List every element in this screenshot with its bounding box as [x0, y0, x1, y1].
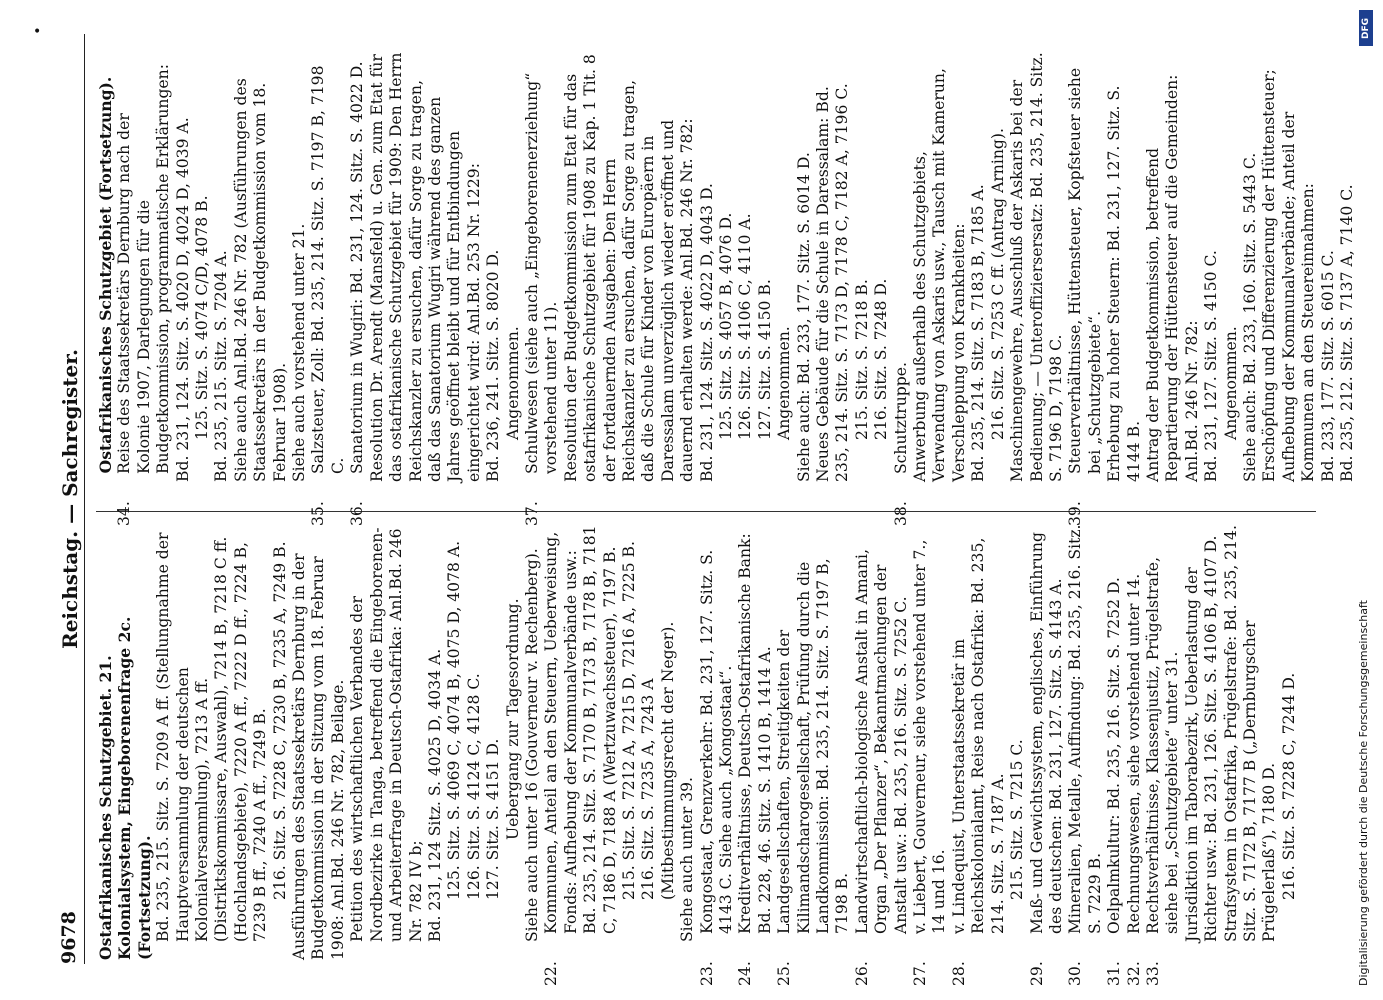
entry-text: Resolution der Budgetkommission zum Etat für das ostafrikanische Schutzgebiet für 1908 zu Kap. 1 Tit. 8 der fortdauernden Ausgaben: Den Herrn Reichskanzler zu ersuchen, dafür Sorge zu tragen, daß die Schule für Kinder von Europäern in Daressalam unverzüglich wieder eröffnet und dauernd erhalten werde: Anl.Bd. 246 Nr. 782: [561, 54, 697, 482]
entry-text: Bd. 235, 212. Sitz. S. 7137 A, 7140 C. [1338, 184, 1356, 482]
entry-number: 37. [522, 501, 541, 526]
entry-text: Ostafrikanisches Schutzgebiet (Fortsetzung). [96, 76, 115, 474]
entry-text: 127. Sitz. S. 4150 B. [755, 279, 774, 440]
index-entry [620, 520, 639, 960]
index-entry [853, 50, 872, 500]
entry-text: Bd. 231, 127. Sitz. S. 4150 C. [1202, 250, 1221, 482]
entry-text: Anwerbung außerhalb des Schutzgebiets, Verwendung von Askaris usw., Tausch mit Kamerun, Verschleppung von Krankheiten: [911, 68, 968, 482]
entry-text: 215. Sitz. S. 7212 A, 7215 D, 7216 A, 7225 B. [619, 541, 638, 900]
entry-number: 24. [736, 961, 755, 986]
entry-number: 31. [1105, 961, 1124, 986]
entry-number: 39. [1066, 501, 1085, 526]
index-entry [872, 50, 891, 500]
index-entry [96, 520, 154, 960]
entry-number: 32. [1124, 961, 1143, 986]
entry-text: Bd. 231, 124 Sitz. S. 4025 D, 4034 A. [425, 648, 444, 942]
entry-text: Angenommen. [1221, 326, 1240, 440]
entry-text: 127. Sitz. S. 4151 D. [484, 738, 503, 900]
index-entry [523, 520, 542, 960]
entry-text: Siehe auch unter 16 (Gouverneur v. Rechenberg). [522, 548, 541, 942]
entry-text: Petition des wirtschaftlichen Verbandes der Nordbezirke in Tanga, betreffend die Eingeborenen- und Arbeiterfrage in Deutsch-Ostafrika: Anl.Bd. 246 Nr. 782 IV b; [348, 527, 425, 942]
index-entry [504, 50, 523, 500]
entry-text: Bd. 235, 215. Sitz. S. 7209 A ff. (Stellungnahme der Hauptversammlung der deutschen Kolonialversammlung), 7213 A ff. (Distriktskommissare, Auswahl), 7214 B, 7218 C ff. (Hochlandsgebiete), 7220 A ff., 7222 D ff., 7224 B, 7239 B ff., 7240 A ff., 7249 B. [154, 532, 270, 942]
index-entry [775, 50, 794, 500]
entry-number: 23. [697, 961, 716, 986]
entry-text: Angenommen. [775, 326, 794, 440]
entry-number: 28. [949, 961, 968, 986]
entry-text: Bd. 233, 177. Sitz. S. 6015 C. [1318, 250, 1337, 482]
entry-text: Mineralien, Metalle, Auffindung: Bd. 235, 216. Sitz. S. 7229 B. [1066, 524, 1104, 934]
index-entry [212, 50, 231, 500]
index-entry [989, 50, 1008, 500]
entry-text: Bd. 235, 215. Sitz. S. 7204 A. [212, 250, 231, 482]
entry-text: 126. Sitz. S. 4124 C, 4128 C. [464, 673, 483, 900]
index-entry [465, 520, 484, 960]
index-entry [368, 50, 484, 500]
index-entry [504, 520, 523, 960]
entry-text: 216. Sitz. S. 7235 A, 7243 A (Mitbestimmungsrecht der Neger). [639, 621, 677, 900]
entry-text: Bd. 231, 124. Sitz. S. 4020 D, 4024 D, 4039 A. [173, 117, 192, 482]
entry-text: 216. Sitz. S. 7248 D. [872, 278, 891, 440]
running-title: Reichstag. — Sachregister. [58, 349, 82, 649]
entry-text: v. Lindequist, Unterstaatssekretär im Reichskolonialamt, Reise nach Ostafrika: Bd. 235, 214. Sitz. S. 7187 A. [949, 537, 1007, 934]
index-entry [1066, 50, 1105, 526]
index-entry [193, 50, 212, 500]
entry-number: 35. [309, 501, 328, 526]
index-entry [756, 50, 775, 500]
entry-text: 216. Sitz. S. 7253 C ff. (Antrag Arning). [988, 128, 1007, 440]
entry-text: Antrag der Budgetkommission, betreffend Repartierung der Hüttensteuer auf die Gemeinden: Anl.Bd. 246 Nr. 782: [1143, 74, 1201, 482]
entry-text: Uebergang zur Tagesordnung. [503, 598, 522, 840]
index-entry [1183, 520, 1222, 960]
index-entry [1124, 520, 1144, 986]
entry-text: 125. Sitz. S. 4069 C, 4074 B, 4075 D, 4078 A. [445, 540, 464, 900]
entry-number: 38. [891, 501, 910, 526]
entry-text: Steuerverhältnisse, Hüttensteuer, Kopfsteuer siehe bei „Schutzgebiete“. [1066, 67, 1104, 474]
index-entry [795, 50, 814, 500]
index-entry [309, 50, 348, 526]
index-entry [717, 50, 736, 500]
page-number: 9678 [58, 911, 80, 964]
index-entry [775, 520, 853, 986]
index-entry [1222, 520, 1280, 960]
entry-text: Erhebung zu hoher Steuern: Bd. 231, 127. Sitz. S. 4144 B. [1105, 85, 1143, 482]
entry-text: Landgesellschaften, Streitigkeiten der Kilimandscharogesellschaft, Prüfung durch die Landkommission: Bd. 235, 214. Sitz. S. 7197 B, 7198 B. [775, 558, 852, 934]
index-entry [542, 520, 620, 986]
entry-text: Schutztruppe. [891, 362, 910, 474]
entry-text: 125. Sitz. S. 4057 B, 4076 D. [717, 212, 735, 440]
entry-text: 215. Sitz. S. 7218 B. [852, 279, 871, 440]
right-column [96, 50, 1357, 526]
entry-text: Siehe auch: Bd. 233, 177. Sitz. S. 6014 D. [794, 152, 813, 482]
index-entry [814, 50, 853, 500]
index-entry [736, 520, 775, 986]
margin-dot: • [33, 24, 42, 40]
entry-text: Kommunen, Anteil an den Steuern, Ueberweisung, Fonds: Aufhebung der Kommunalverbände usw.: Bd. 235, 214. Sitz. S. 7170 B, 7173 B, 7178 B, 7181 C, 7186 D, 7188 A (Wertzuwachssteuer), 7197 B. [542, 525, 619, 934]
dfg-credit [1357, 6, 1379, 996]
index-entry [484, 520, 503, 960]
index-entry [1202, 50, 1221, 500]
entry-text: Sanatorium in Wugiri: Bd. 231, 124. Sitz. S. 4022 D. [348, 61, 367, 474]
index-entry [96, 50, 115, 500]
index-entry [290, 50, 309, 500]
index-entry [290, 520, 348, 960]
index-entry [174, 50, 193, 500]
entry-text: Angenommen. [503, 326, 522, 440]
index-entry [1105, 520, 1124, 986]
index-entry [1144, 50, 1202, 500]
index-entry [1066, 520, 1105, 986]
entry-text: Siehe auch Anl.Bd. 246 Nr. 782 (Ausführungen des Staatssekretärs in der Budgetkommission vom 18. Februar 1908). [231, 78, 289, 482]
index-entry [736, 50, 755, 500]
entry-text: Ausführungen des Staatssekretärs Dernburg in der Budgetkommission in der Sitzung vom 18. Februar 1908: Anl.Bd. 246 Nr. 782, Beilage. [290, 553, 347, 960]
entry-text: 216. Sitz. S. 7228 C, 7244 D. [1279, 672, 1298, 900]
entry-text: 216. Sitz. S. 7228 C, 7230 B, 7235 A, 7249 B. [270, 541, 289, 900]
entry-number: 22. [542, 961, 561, 986]
index-entry [1105, 50, 1144, 500]
index-entry [484, 50, 503, 500]
entry-text: Rechtsverhältnisse, Klassenjustiz, Prügelstrafe, siehe bei „Schutzgebiete“ unter 31. [1143, 557, 1182, 934]
entry-text: Siehe auch vorstehend unter 21. [290, 223, 309, 482]
index-entry [348, 520, 426, 960]
entry-number: 25. [775, 961, 794, 986]
index-entry [911, 50, 969, 500]
entry-text: Siehe auch unter 39. [678, 777, 697, 942]
index-entry [426, 520, 445, 960]
entry-text: Jurisdiktion im Taborabezirk, Ueberlastung der Richter usw.: Bd. 231, 126. Sitz. S. 4106 B, 4107 D. [1182, 535, 1221, 942]
index-entry [852, 520, 911, 986]
index-entry [562, 50, 698, 500]
index-entry [969, 50, 988, 500]
index-entry [1008, 520, 1027, 960]
index-entry [911, 520, 950, 986]
index-entry [348, 50, 367, 526]
entry-text: Resolution Dr. Arendt (Mansfeld) u. Gen. zum Etat für das ostafrikanische Schutzgebiet für 1909: Den Herrn Reichskanzler zu ersuchen, dafür Sorge zu tragen, daß das Sanatorium Wugiri während des ganzen Jahres geöffnet bleibt und für Entbindungen eingerichtet wird: Anl.Bd. 253 Nr. 1229: [367, 52, 483, 482]
entry-number: 34. [115, 501, 134, 526]
entry-text: v. Liebert, Gouverneur, siehe vorstehend unter 7., 14 und 16. [911, 539, 949, 934]
entry-text: Kongostaat, Grenzverkehr: Bd. 231, 127. Sitz. S. 4143 C. Siehe auch „Kongostaat“. [697, 549, 735, 934]
entry-text: Salzsteuer, Zoll: Bd. 235, 214. Sitz. S. 7197 B, 7198 C. [309, 65, 347, 474]
entry-text: Bd. 236, 241. Sitz. S. 8020 D. [484, 249, 503, 482]
entry-number: 36. [348, 501, 367, 526]
index-entry [445, 520, 464, 960]
entry-number: 27. [911, 961, 930, 986]
index-entry [1319, 50, 1338, 500]
left-column [96, 520, 1299, 986]
entry-text: Siehe auch: Bd. 233, 160. Sitz. S. 5443 C. [1240, 152, 1259, 482]
entry-text: 215. Sitz. S. 7215 C. [1008, 739, 1027, 900]
entry-text: Neues Gebäude für die Schule in Daressalam: Bd. 235, 214. Sitz. S. 7173 D, 7178 C, 7182 A, 7196 C. [814, 83, 852, 482]
index-entry [949, 520, 1008, 986]
index-entry [639, 520, 678, 960]
entry-text: Bd. 231, 124. Sitz. S. 4022 D, 4043 D. [697, 183, 716, 482]
column-divider [96, 511, 1316, 512]
entry-text: 126. Sitz. S. 4106 C, 4110 A. [736, 213, 755, 440]
index-entry [522, 50, 562, 526]
index-entry [698, 50, 717, 500]
dfg-logo: DFG [1359, 10, 1373, 46]
entry-text: Oelpalmkultur: Bd. 235, 216. Sitz. S. 7252 D. [1105, 577, 1124, 934]
entry-text: 125. Sitz. S. 4074 C/D, 4078 B. [193, 195, 212, 440]
entry-number: 29. [1027, 961, 1046, 986]
entry-number: 26. [852, 961, 871, 986]
index-entry [1143, 520, 1183, 986]
index-entry [1260, 50, 1318, 500]
entry-text: Landwirtschaftlich-biologische Anstalt in Amani, Organ „Der Pflanzer“, Bekanntmachungen der Anstalt usw.: Bd. 235, 216. Sitz. S. 7252 C. [852, 549, 910, 934]
entry-text: Maschinengewehre, Ausschluß der Askaris bei der Bedienung; — Unteroffiziersersatz: Bd. 235, 214. Sitz. S. 7196 D, 7198 C. [1008, 52, 1065, 482]
index-entry [1241, 50, 1260, 500]
dfg-credit-text: Digitalisierung gefördert durch die Deutsche Forschungsgemeinschaft [1357, 600, 1370, 986]
entry-text: Maß- und Gewichtssystem, englisches, Einführung des deutschen: Bd. 231, 127. Sitz. S. 4143 A. [1027, 532, 1065, 934]
entry-number: 30. [1066, 961, 1085, 986]
entry-text: Bd. 235, 214. Sitz. S. 7183 B, 7185 A. [969, 184, 988, 482]
index-entry [232, 50, 290, 500]
entry-text: Ostafrikanisches Schutzgebiet. 21. Kolonialsystem, Eingeborenenfrage 2c. (Fortsetzung). [96, 616, 154, 960]
entry-text: Erschöpfung und Differenzierung der Hüttensteuer; Aufhebung der Kommunalverbände; Anteil der Kommunen an den Steuereinnahmen: [1260, 69, 1318, 482]
index-entry [1222, 50, 1241, 500]
index-entry [1008, 50, 1066, 500]
index-entry [271, 520, 290, 960]
index-entry [697, 520, 737, 986]
entry-text: Strafsystem in Ostafrika, Prügelstrafe: Bd. 235, 214. Sitz. S. 7172 B, 7177 B („Dernburgscher Prügelerlaß“), 7180 D. [1221, 525, 1279, 942]
index-entry [115, 50, 173, 526]
entry-text: Reise des Staatssekretärs Dernburg nach der Kolonie 1907, Darlegungen für die Budgetkommission, programmatische Erklärungen: [115, 64, 173, 474]
entry-text: Kreditverhältnisse, Deutsch-Ostafrikanische Bank: Bd. 228, 46. Sitz. S. 1410 B, 1414 A. [736, 533, 774, 934]
index-entry [1280, 520, 1299, 960]
index-entry [154, 520, 270, 960]
index-entry [1027, 520, 1067, 986]
entry-text: Rechnungswesen, siehe vorstehend unter 14. [1124, 573, 1143, 934]
index-entry [1338, 50, 1357, 500]
entry-number: 33. [1143, 961, 1162, 986]
index-entry [891, 50, 911, 526]
index-entry [678, 520, 697, 960]
entry-text: Schulwesen (siehe auch „Eingeborenenerziehung“ vorstehend unter 11). [522, 72, 561, 474]
running-header [56, 34, 85, 964]
